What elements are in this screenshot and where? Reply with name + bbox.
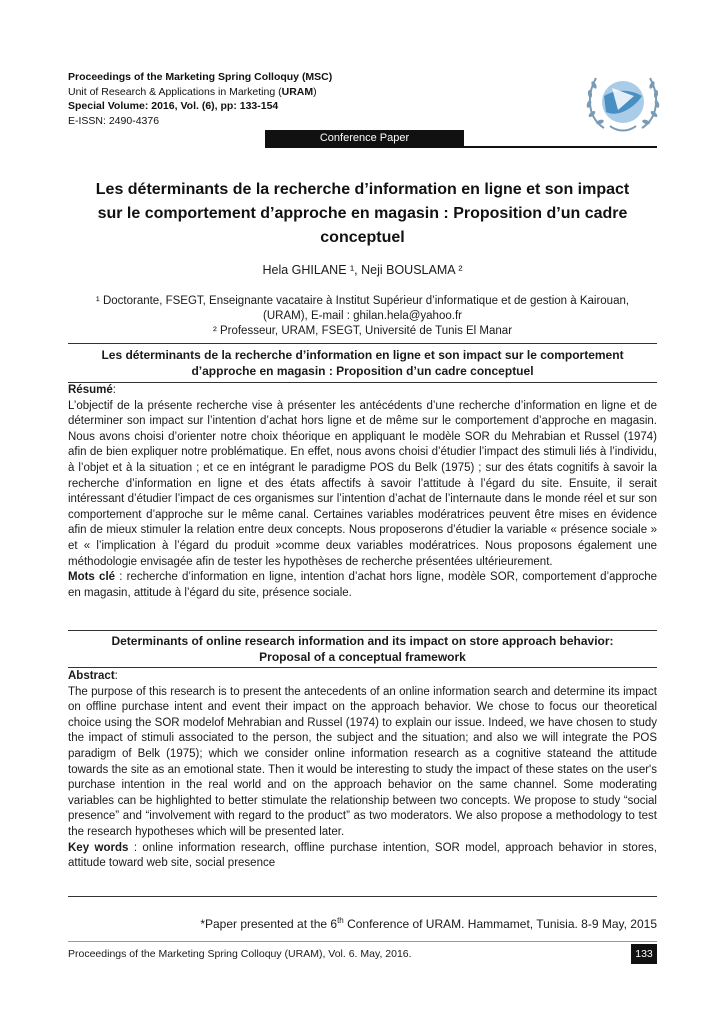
section-rule <box>68 896 657 897</box>
page-number: 133 <box>631 944 657 964</box>
footer-text: Proceedings of the Marketing Spring Colloquy (URAM), Vol. 6. May, 2016. <box>68 948 412 960</box>
conference-footnote: *Paper presented at the 6th Conference of URAM. Hammamet, Tunisia. 8-9 May, 2015 <box>200 916 657 931</box>
english-abstract: Abstract: The purpose of this research is to present the antecedents of an online information search and determine its impact on offline purchase intent and event their impact on the approach behavior. We chose to focus our theoretical choice using the SOR modelof Mehrabian and Russel (1974) to explain our issue. Indeed, we have chosen to study the impact of stimuli associated to the person, the subject and the situation; and also we will integrate the POS paradigm of Belk (1975); which we consider online information research as a cognitive stateand the attitude towards the site as an emotional state. Then it would be interesting to study the impact of these states on the user's purchase intention in the real world and on the approach behavior on the same channel. Some moderating variables can be highlighted to better stimulate the relationship between two concepts. We propose to study “social presence” and “involvement with regard to the product” as two moderators. We also propose a methodology to test the research hypotheses which will be presented later. Key words : online information research, offline purchase intention, SOR model, approach behavior in stores, attitude toward web site, social presence <box>68 669 657 872</box>
resume-label: Résumé <box>68 384 113 396</box>
journal-name: Proceedings of the Marketing Spring Colloquy (MSC) <box>68 71 333 83</box>
abstract-label: Abstract <box>68 670 115 682</box>
uram-logo <box>582 66 664 136</box>
research-unit: Unit of Research & Applications in Marketing (URAM) <box>68 85 317 98</box>
french-keywords: Mots clé : recherche d’information en ligne, intention d’achat hors ligne, modèle SOR, comportement d’approche en magasin, attitude à l’égard du site, présence sociale. <box>68 571 657 599</box>
section-rule <box>68 343 657 344</box>
volume-info: Special Volume: 2016, Vol. (6), pp: 133-154 <box>68 100 279 112</box>
english-keywords: Key words : online information research, offline purchase intention, SOR model, approach behavior in stores, attitude toward web site, social presence <box>68 841 657 870</box>
footer-rule <box>68 941 657 942</box>
paper-type-label: Conference Paper <box>265 130 464 146</box>
english-title: Determinants of online research information and its impact on store approach behavior: Proposal of a conceptual framework <box>111 634 614 664</box>
section-rule <box>68 630 657 631</box>
french-abstract: Résumé: L’objectif de la présente recherche vise à présenter les antécédents d’une recherche d’information en ligne et de déterminer son impact sur l’intention d’achat hors ligne et de même sur le comportement d’approche en magasin. Nous avons choisi d’orienter notre choix théorique en appliquant le modèle SOR du Mehrabian et Russel (1974) afin de bien expliquer notre problématique. En effet, nous avons choisi d’étudier l’impact des stimuli liés à l’individu, à l’objet et à la situation ; et ce en intégrant le paradigme POS du Belk (1975) ; sur des états cognitifs à savoir la recherche d’information en ligne et des états affectifs à savoir l’attitude à l’égard du site. Ensuite, il serait intéressant d’étudier l’impact de ces organismes sur l’intention d’achat de l’internaute dans le monde réel et sur son comportement d’approche sur le même canal. Certaines variables modératrices peuvent être mises en évidence afin de mieux stimuler la relation entre deux concepts. Nous proposerons d’étudier la variable « présence sociale » et « l’implication à l’égard du produit »comme deux variables modératrices. Nous proposons également une méthodologie envisagée afin de tester les hypothèses de recherche présentées ultérieurement. Mots clé : recherche d’information en ligne, intention d’achat hors ligne, modèle SOR, comportement d’approche en magasin, attitude à l’égard du site, présence sociale. <box>68 383 657 601</box>
abstract-text: The purpose of this research is to present the antecedents of an online information search and determine its impact on offline purchase intent and event their impact on the approach behavior. We chose to focus our theoretical choice using the SOR modelof Mehrabian and Russel (1974) to explain our issue. Indeed, we have chosen to study the impact of stimuli associated to the person, the subject and the situation; and also we will integrate the POS paradigm of Belk (1975); which we consider online information research as a cognitive stateand the attitude towards the site as an emotional state. Then it would be interesting to study the impact of these states on the user's purchase intention in the real world and on the approach behavior on the same channel. Some moderating variables can be highlighted to better stimulate the relationship between two concepts. We propose to study “social presence” and “involvement with regard to the product” as two moderators. We also propose a methodology to test the research hypotheses which will be presented later. <box>68 685 657 838</box>
authors: Hela GHILANE ¹, Neji BOUSLAMA ² <box>262 263 463 277</box>
journal-header <box>68 70 332 128</box>
section-rule <box>68 667 657 668</box>
paper-title: Les déterminants de la recherche d’information en ligne et son impact sur le comportement d’approche en magasin : Proposition d’un cadre conceptuel <box>95 181 630 246</box>
french-title: Les déterminants de la recherche d’information en ligne et son impact sur le comportement d’approche en magasin : Proposition d’un cadre conceptuel <box>101 348 624 378</box>
resume-text: L’objectif de la présente recherche vise à présenter les antécédents d’une recherche d’information en ligne et de déterminer son impact sur l’intention d’achat hors ligne et de même sur le comportement d’approche en magasin. Nous avons choisi d’orienter notre choix théorique en appliquant le modèle SOR du Mehrabian et Russel (1974) afin de bien expliquer notre problématique. En effet, nous avons choisi d’étudier l’impact des stimuli liés à l’individu, à l’objet et à la situation ; et ce en intégrant le paradigme POS du Belk (1975) ; sur des états cognitifs à savoir la recherche d’information en ligne et des états affectifs à savoir l’attitude à l’égard du site. Ensuite, il serait intéressant d’étudier l’impact de ces organismes sur l’intention d’achat de l’internaute dans le monde réel et sur son comportement d’approche sur le même canal. Certaines variables modératrices peuvent être mises en évidence afin de mieux stimuler la relation entre deux concepts. Nous proposerons d’étudier la variable « présence sociale » et « l’implication à l’égard du produit »comme deux variables modératrices. Nous proposons également une méthodologie envisagée afin de tester les hypothèses de recherche présentées ultérieurement. <box>68 399 657 568</box>
issn: E-ISSN: 2490-4376 <box>68 114 160 127</box>
header-rule <box>265 146 657 148</box>
affiliations: ¹ Doctorante, FSEGT, Enseignante vacataire à Institut Supérieur d’informatique et de gestion à Kairouan, (URAM), E-mail : ghilan.hela@yahoo.fr ² Professeur, URAM, FSEGT, Université de Tunis El Manar <box>95 295 630 337</box>
